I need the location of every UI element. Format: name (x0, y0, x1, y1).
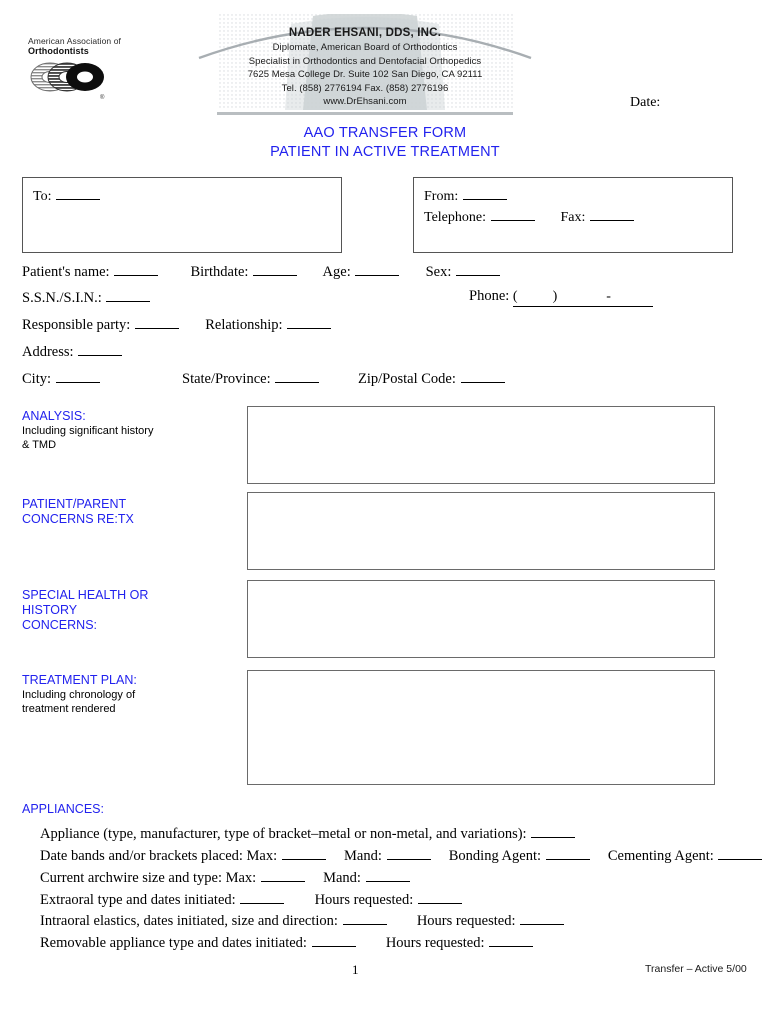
special-heading-line3: CONCERNS: (22, 618, 98, 632)
from-label: From: (424, 189, 459, 204)
special-health-textarea[interactable] (247, 580, 715, 658)
bonding-agent-input[interactable] (546, 846, 590, 860)
aao-logo-line2: Orthodontists (28, 46, 89, 56)
practice-address: 7625 Mesa College Dr. Suite 102 San Diego, CA 92111 (247, 69, 483, 80)
removable-hours-label: Hours requested: (385, 935, 485, 951)
removable-appliance-row (40, 933, 534, 952)
concerns-textarea[interactable] (247, 492, 715, 570)
analysis-textarea[interactable] (247, 406, 715, 484)
date-label: Date: (630, 95, 661, 110)
telephone-label: Telephone: (424, 210, 486, 225)
aao-logo-line1: American Association of (28, 36, 122, 46)
concerns-heading-line2: CONCERNS RE:TX (22, 512, 134, 526)
extraoral-hours-input[interactable] (418, 890, 462, 904)
extraoral-label: Extraoral type and dates initiated: (40, 892, 236, 908)
treatment-plan-heading: TREATMENT PLAN: (22, 673, 137, 687)
ssn-label: S.S.N./S.I.N.: (22, 290, 102, 306)
from-box[interactable] (413, 177, 733, 253)
aao-logo (28, 36, 148, 101)
sex-input[interactable] (456, 262, 500, 276)
registered-mark: ® (100, 95, 105, 101)
practice-website: www.DrEhsani.com (323, 96, 407, 107)
zip-label: Zip/Postal Code: (358, 371, 456, 387)
responsible-party-row (22, 315, 332, 334)
archwire-max-input[interactable] (261, 868, 305, 882)
practice-credential: Diplomate, American Board of Orthodontics (272, 42, 458, 53)
intraoral-elastics-row (40, 911, 565, 930)
date-bands-max-input[interactable] (282, 846, 326, 860)
archwire-mand-input[interactable] (366, 868, 410, 882)
special-heading-line2: HISTORY (22, 603, 78, 617)
sex-label: Sex: (425, 264, 452, 280)
appliance-type-input[interactable] (531, 824, 575, 838)
relationship-label: Relationship: (205, 317, 283, 333)
concerns-label (22, 497, 237, 527)
removable-appliance-input[interactable] (312, 933, 356, 947)
form-title-line2: PATIENT IN ACTIVE TREATMENT (270, 143, 500, 160)
page-number: 1 (352, 962, 359, 977)
appliance-type-row (40, 824, 576, 843)
city-row (22, 369, 456, 388)
analysis-heading: ANALYSIS: (22, 409, 86, 423)
date-bands-mand-label: Mand: (344, 848, 382, 864)
practice-header (195, 26, 535, 109)
state-input[interactable] (275, 369, 319, 383)
patient-name-row (22, 262, 501, 281)
patient-name-input[interactable] (114, 262, 158, 276)
analysis-sub2: & TMD (22, 439, 57, 451)
date-bands-mand-input[interactable] (387, 846, 431, 860)
city-label: City: (22, 371, 52, 387)
responsible-party-input[interactable] (135, 315, 179, 329)
telephone-input[interactable] (491, 207, 535, 221)
extraoral-hours-label: Hours requested: (314, 892, 414, 908)
relationship-input[interactable] (287, 315, 331, 329)
phone-input[interactable]: ( ) - (513, 289, 653, 307)
fax-input[interactable] (590, 207, 634, 221)
birthdate-label: Birthdate: (190, 264, 249, 280)
practice-specialty: Specialist in Orthodontics and Dentofacial Orthopedics (248, 55, 482, 67)
state-group (182, 369, 320, 388)
city-input[interactable] (56, 369, 100, 383)
extraoral-input[interactable] (240, 890, 284, 904)
date-bands-max-label: Date bands and/or brackets placed: Max: (40, 848, 278, 864)
to-input[interactable] (56, 186, 100, 200)
form-title (0, 124, 770, 161)
removable-hours-input[interactable] (489, 933, 533, 947)
patient-name-label: Patient's name: (22, 264, 110, 280)
to-box[interactable] (22, 177, 342, 253)
aao-rings-icon (28, 60, 148, 99)
removable-appliance-label: Removable appliance type and dates initiated: (40, 935, 307, 951)
special-heading-line1: SPECIAL HEALTH OR (22, 588, 149, 602)
address-input[interactable] (78, 342, 122, 356)
phone-row (469, 288, 653, 307)
to-label: To: (33, 189, 52, 204)
archwire-row (40, 868, 411, 887)
address-row (22, 342, 123, 361)
date-bands-row (40, 846, 763, 865)
appliance-type-label: Appliance (type, manufacturer, type of bracket–metal or non-metal, and variations): (40, 826, 527, 842)
intraoral-hours-label: Hours requested: (416, 913, 516, 929)
zip-group (358, 369, 506, 388)
age-label: Age: (322, 264, 351, 280)
intraoral-elastics-label: Intraoral elastics, dates initiated, size and direction: (40, 913, 338, 929)
birthdate-input[interactable] (253, 262, 297, 276)
fax-label: Fax: (560, 210, 586, 225)
extraoral-row (40, 890, 463, 909)
address-label: Address: (22, 344, 74, 360)
phone-label: Phone: (469, 288, 510, 304)
practice-phone-fax: Tel. (858) 2776194 Fax. (858) 2776196 (281, 82, 449, 94)
bonding-agent-label: Bonding Agent: (448, 848, 542, 864)
ssn-row (22, 288, 151, 307)
intraoral-elastics-input[interactable] (343, 911, 387, 925)
treatment-plan-textarea[interactable] (247, 670, 715, 785)
age-input[interactable] (355, 262, 399, 276)
special-health-label (22, 588, 237, 633)
treatment-plan-sub1: Including chronology of (22, 689, 136, 701)
form-title-line1: AAO TRANSFER FORM (303, 125, 467, 141)
archwire-mand-label: Mand: (323, 870, 361, 886)
state-label: State/Province: (182, 371, 271, 387)
intraoral-hours-input[interactable] (520, 911, 564, 925)
cementing-agent-input[interactable] (718, 846, 762, 860)
treatment-plan-sub2: treatment rendered (22, 703, 116, 715)
from-input[interactable] (463, 186, 507, 200)
responsible-party-label: Responsible party: (22, 317, 131, 333)
document-id: Transfer – Active 5/00 (645, 963, 747, 975)
practice-name: NADER EHSANI, DDS, INC. (288, 27, 442, 39)
zip-input[interactable] (461, 369, 505, 383)
concerns-heading-line1: PATIENT/PARENT (22, 497, 127, 511)
ssn-input[interactable] (106, 288, 150, 302)
archwire-max-label: Current archwire size and type: Max: (40, 870, 257, 886)
appliances-heading: APPLIANCES: (22, 802, 104, 816)
cementing-agent-label: Cementing Agent: (607, 848, 714, 864)
analysis-sub1: Including significant history (22, 425, 154, 437)
analysis-label (22, 409, 237, 452)
treatment-plan-label (22, 673, 237, 716)
